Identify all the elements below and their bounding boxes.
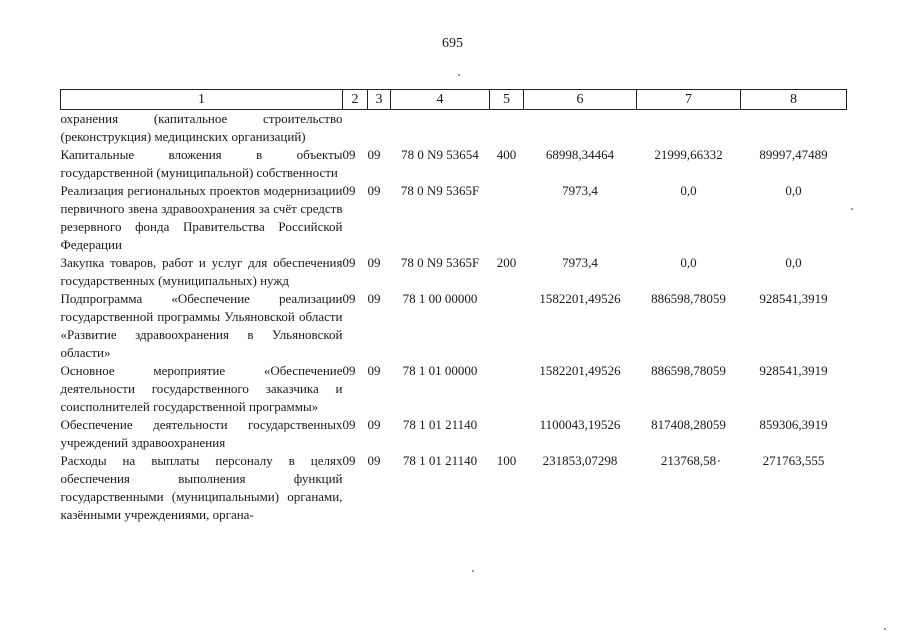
scan-speck xyxy=(472,570,474,572)
cell-amount-3: 928541,3919 xyxy=(759,291,828,306)
scan-speck xyxy=(718,460,720,462)
table-row xyxy=(61,146,847,182)
cell-amount-3: 271763,555 xyxy=(762,453,825,468)
cell-expense-type xyxy=(490,362,524,416)
cell-section xyxy=(343,110,368,147)
column-header: 6 xyxy=(524,90,637,110)
column-header: 5 xyxy=(490,90,524,110)
cell-amount-2 xyxy=(637,110,741,147)
cell-amount-1: 7973,4 xyxy=(562,255,598,270)
cell-section: 09 xyxy=(342,183,356,198)
scan-speck xyxy=(458,74,460,76)
column-header: 2 xyxy=(343,90,368,110)
cell-amount-2: 213768,58 xyxy=(660,453,717,468)
cell-section: 09 xyxy=(342,147,356,162)
cell-subsection: 09 xyxy=(367,255,381,270)
cell-section: 09 xyxy=(342,291,356,306)
cell-target-code: 78 0 N9 5365F xyxy=(400,255,480,270)
cell-amount-2: 886598,78059 xyxy=(651,291,726,306)
cell-target-code: 78 0 N9 53654 xyxy=(401,147,479,162)
cell-amount-1: 68998,34464 xyxy=(545,147,615,162)
cell-amount-3 xyxy=(741,110,847,147)
cell-amount-3: 89997,47489 xyxy=(759,147,828,162)
header-row xyxy=(61,90,847,110)
row-description: Обеспечение деятельности государственных учреждений здравоохранения xyxy=(60,417,343,450)
cell-amount-3: 859306,3919 xyxy=(759,417,828,432)
cell-section: 09 xyxy=(342,255,356,270)
cell-expense-type: 100 xyxy=(496,453,517,468)
cell-amount-1: 1582201,49526 xyxy=(539,363,621,378)
cell-subsection xyxy=(368,110,391,147)
cell-amount-1: 1582201,49526 xyxy=(539,291,621,306)
cell-subsection: 09 xyxy=(367,453,381,468)
scan-speck xyxy=(851,208,853,210)
row-description: Основное мероприятие «Обеспечение деятельности государственного заказчика и соисполнителей государственной программы» xyxy=(60,363,343,414)
cell-section: 09 xyxy=(342,453,356,468)
cell-amount-2: 0,0 xyxy=(680,183,697,198)
cell-expense-type: 400 xyxy=(496,147,517,162)
cell-section: 09 xyxy=(342,417,356,432)
table-row xyxy=(61,110,847,147)
cell-target-code: 78 1 01 21140 xyxy=(402,453,478,468)
column-header: 3 xyxy=(368,90,391,110)
table-row xyxy=(61,290,847,362)
cell-expense-type xyxy=(490,110,524,147)
cell-amount-3: 928541,3919 xyxy=(759,363,828,378)
row-description: Закупка товаров, работ и услуг для обеспечения государственных (муниципальных) нужд xyxy=(60,255,343,288)
table-row xyxy=(61,254,847,290)
cell-amount-1: 231853,07298 xyxy=(542,453,618,468)
cell-amount-2: 0,0 xyxy=(680,255,697,270)
table-row xyxy=(61,452,847,524)
cell-expense-type xyxy=(490,182,524,254)
cell-target-code: 78 1 00 00000 xyxy=(402,291,478,306)
cell-amount-2: 886598,78059 xyxy=(651,363,726,378)
cell-amount-2: 21999,66332 xyxy=(654,147,723,162)
cell-target-code: 78 1 01 00000 xyxy=(402,363,478,378)
row-description: Расходы на выплаты персоналу в целях обеспечения выполнения функций государственными (муниципальными) органами, казёнными учреждениями, органа- xyxy=(60,453,343,522)
cell-subsection: 09 xyxy=(367,363,381,378)
cell-expense-type xyxy=(490,416,524,452)
budget-table xyxy=(60,89,847,524)
table-row xyxy=(61,362,847,416)
cell-expense-type xyxy=(490,290,524,362)
table-row xyxy=(61,416,847,452)
cell-amount-1: 7973,4 xyxy=(562,183,598,198)
row-description: Реализация региональных проектов модернизации первичного звена здравоохранения за счёт средств резервного фонда Правительства Российской Федерации xyxy=(60,183,343,252)
cell-section: 09 xyxy=(342,363,356,378)
column-header: 1 xyxy=(61,90,343,110)
cell-subsection: 09 xyxy=(367,417,381,432)
cell-subsection: 09 xyxy=(367,183,381,198)
cell-amount-3: 0,0 xyxy=(785,255,802,270)
scan-speck xyxy=(884,628,886,630)
cell-subsection: 09 xyxy=(367,147,381,162)
cell-target-code: 78 0 N9 5365F xyxy=(400,183,480,198)
row-description: Подпрограмма «Обеспечение реализации государственной программы Ульяновской области «Развитие здравоохранения в Ульяновской области» xyxy=(60,291,343,360)
table-row xyxy=(61,182,847,254)
cell-amount-1: 1100043,19526 xyxy=(539,417,621,432)
column-header: 4 xyxy=(391,90,490,110)
cell-amount-1 xyxy=(524,110,637,147)
column-header: 8 xyxy=(741,90,847,110)
cell-target-code: 78 1 01 21140 xyxy=(402,417,478,432)
page-number: 695 xyxy=(442,36,463,51)
row-description: Капитальные вложения в объекты государственной (муниципальной) собственности xyxy=(60,147,343,180)
cell-amount-2: 817408,28059 xyxy=(651,417,726,432)
cell-amount-3: 0,0 xyxy=(785,183,802,198)
cell-target-code xyxy=(391,110,490,147)
cell-expense-type: 200 xyxy=(496,255,517,270)
cell-subsection: 09 xyxy=(367,291,381,306)
column-header: 7 xyxy=(637,90,741,110)
row-description: охранения (капитальное строительство (реконструкция) медицинских организаций) xyxy=(60,111,343,144)
